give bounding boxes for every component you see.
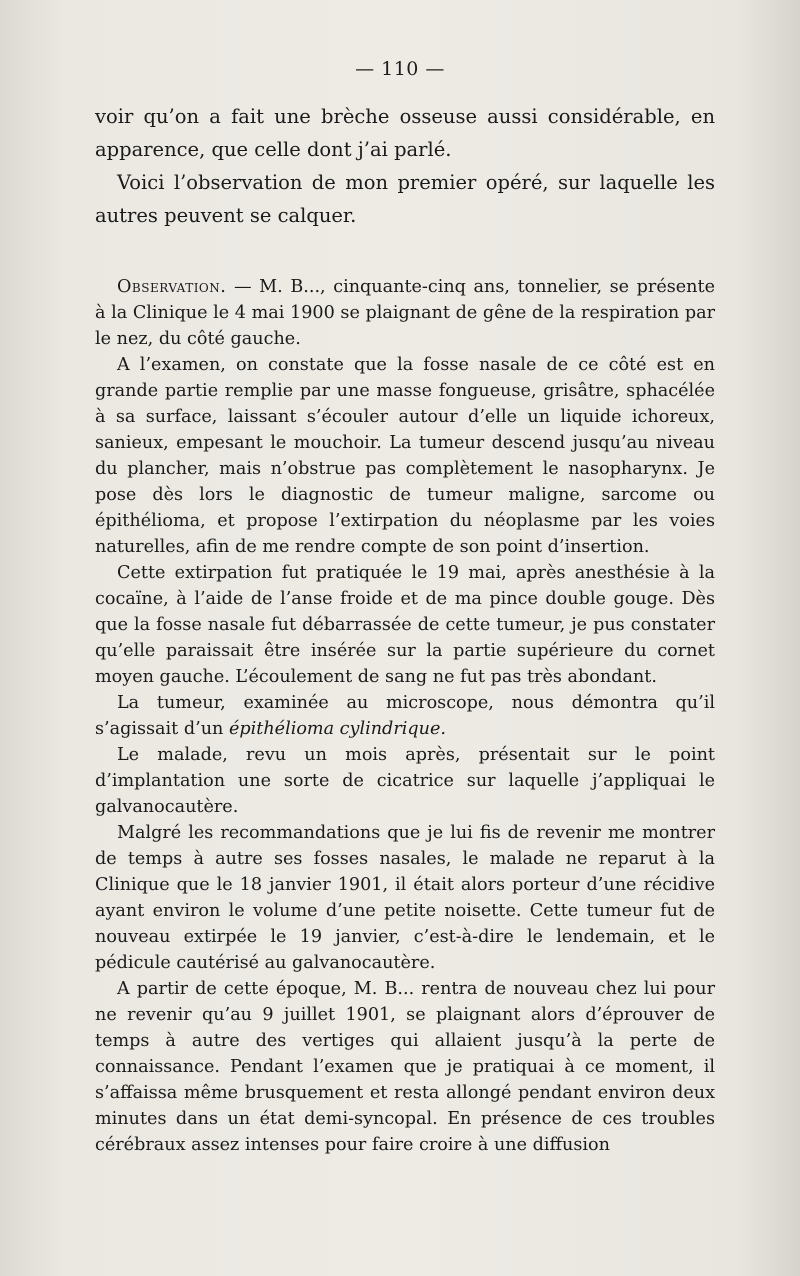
observation-paragraph-2: A l’examen, on constate que la fosse nasale de ce côté est en grande partie remplie par une masse fongueuse, grisâtre, sphacélée à sa surface, laissant s’écouler autour d’elle un liquide ichoreux, sanieux, empesant le mouchoir. La tumeur descend jusqu’au niveau du plancher, mais n’obstrue pas complètement le nasopharynx. Je pose dès lors le diagnostic de tumeur maligne, sarcome ou épithélioma, et propose l’extirpation du néoplasme par les voies naturelles, afin de me rendre compte de son point d’insertion. bbox=[95, 355, 715, 557]
observation-paragraph-4 bbox=[95, 690, 715, 742]
page-number: — 110 — bbox=[355, 58, 445, 80]
observation-section bbox=[95, 274, 715, 1158]
observation-paragraph-1-text: — M. B..., cinquante-cinq ans, tonnelier, se présente à la Clinique le 4 mai 1900 se plaignant de gêne de la respiration par le nez, du côté gauche. bbox=[95, 277, 715, 349]
page-text bbox=[95, 100, 715, 1158]
observation-paragraph-3: Cette extirpation fut pratiquée le 19 mai, après anesthésie à la cocaïne, à l’aide de l’anse froide et de ma pince double gouge. Dès que la fosse nasale fut débarrassée de cette tumeur, je pus constater qu’elle paraissait être insérée sur la partie supérieure du cornet moyen gauche. L’écoulement de sang ne fut pas très abondant. bbox=[95, 563, 715, 687]
intro-paragraph-2: Voici l’observation de mon premier opéré, sur laquelle les autres peuvent se calquer. bbox=[95, 171, 715, 227]
observation-paragraph-7: A partir de cette époque, M. B... rentra de nouveau chez lui pour ne revenir qu’au 9 juillet 1901, se plaignant alors d’éprouver de temps à autre des vertiges qui allaient jusqu’à la perte de connaissance. Pendant l’examen que je pratiquai à ce moment, il s’affaissa même brusquement et resta allongé pendant environ deux minutes dans un état demi-syncopal. En présence de ces troubles cérébraux assez intenses pour faire croire à une diffusion bbox=[95, 979, 715, 1155]
observation-label: Observation. bbox=[117, 277, 227, 297]
intro-section bbox=[95, 100, 715, 232]
intro-paragraph-1: voir qu’on a fait une brèche osseuse aussi considérable, en apparence, que celle dont j’ai parlé. bbox=[95, 105, 715, 161]
observation-paragraph-5: Le malade, revu un mois après, présentait sur le point d’implantation une sorte de cicatrice sur laquelle j’appliquai le galvanocautère. bbox=[95, 745, 715, 817]
observation-paragraph-6: Malgré les recommandations que je lui fis de revenir me montrer de temps à autre ses fosses nasales, le malade ne reparut à la Clinique que le 18 janvier 1901, il était alors porteur d’une récidive ayant environ le volume d’une petite noisette. Cette tumeur fut de nouveau extirpée le 19 janvier, c’est-à-dire le lendemain, et le pédicule cautérisé au galvanocautère. bbox=[95, 823, 715, 973]
observation-paragraph-1 bbox=[95, 274, 715, 352]
observation-paragraph-4-text: La tumeur, examinée au microscope, nous démontra qu’il s’agissait d’un bbox=[95, 693, 715, 739]
diagnosis-italic: épithélioma cylindrique. bbox=[228, 719, 446, 739]
